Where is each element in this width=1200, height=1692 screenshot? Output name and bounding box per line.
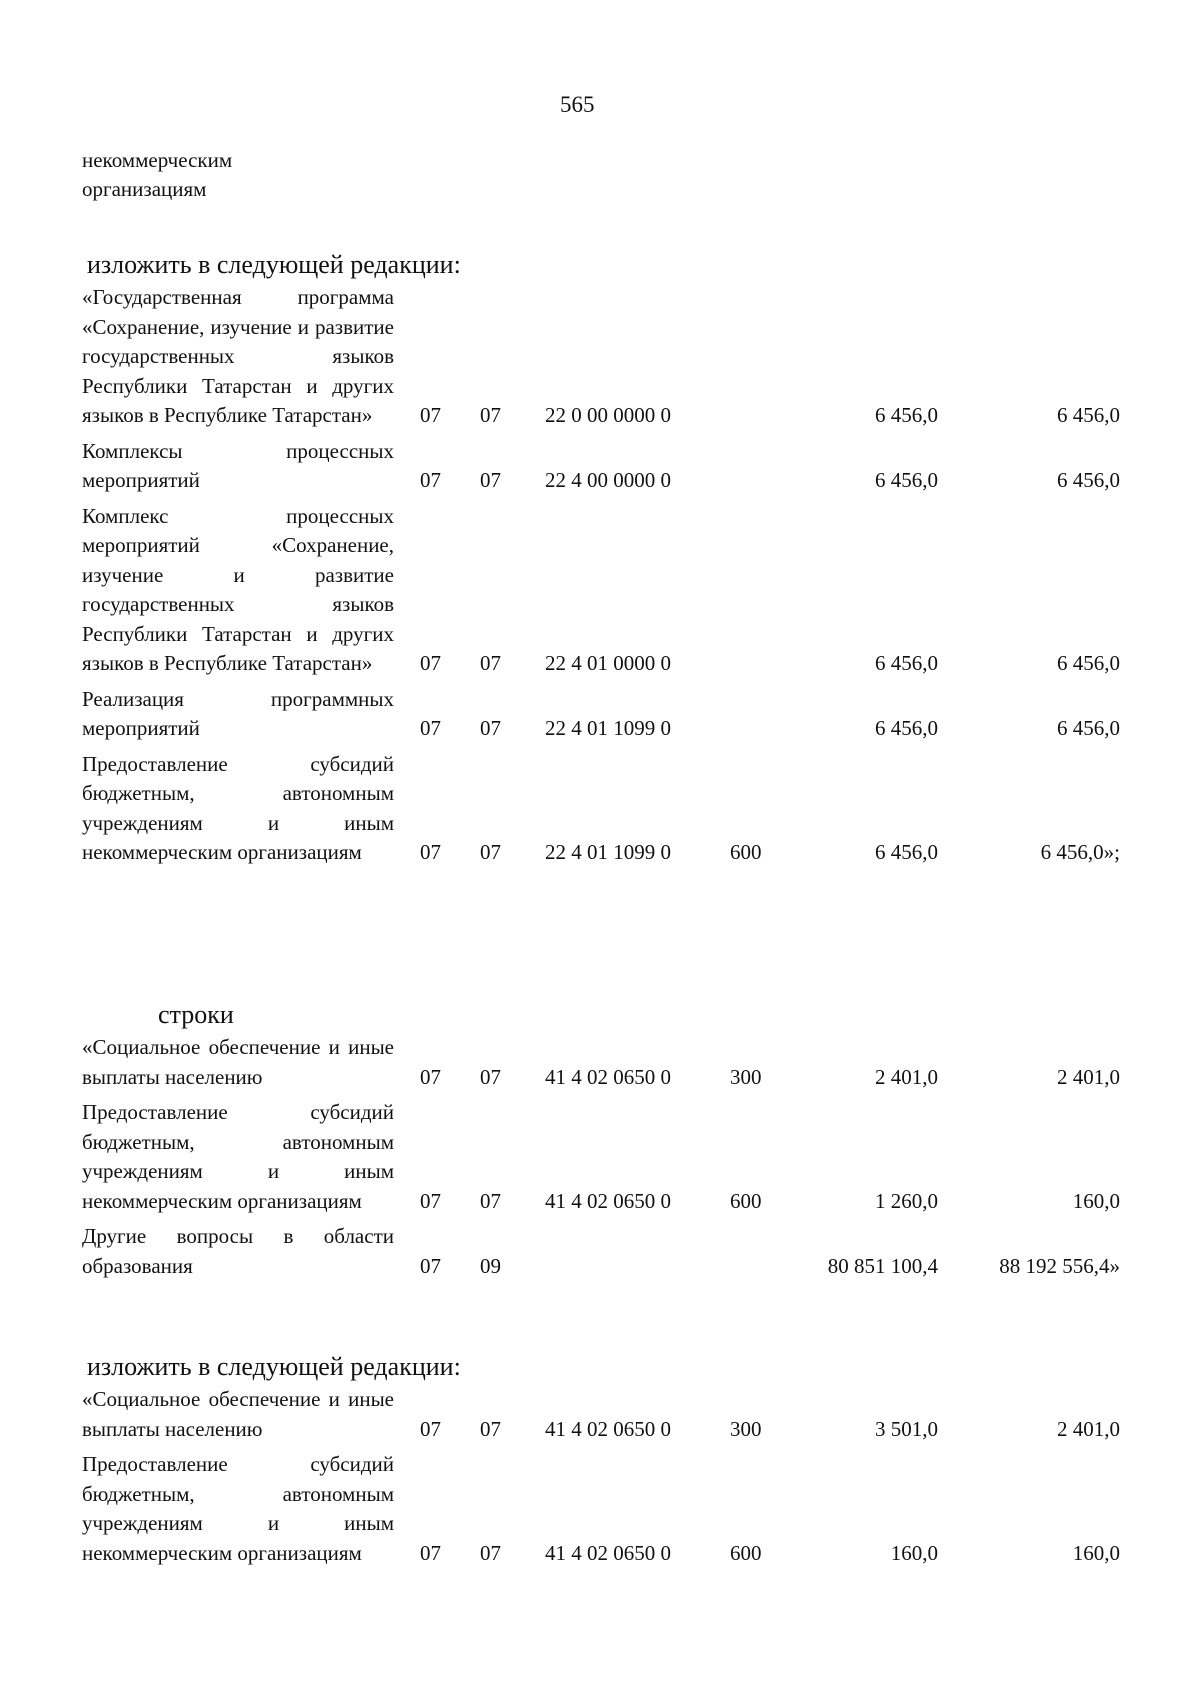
cell-sum-2: 6 456,0 xyxy=(1057,651,1120,675)
cell-sum-2: 88 192 556,4» xyxy=(999,1253,1120,1278)
cell-rz: 07 xyxy=(420,1416,441,1441)
cell-rz: 07 xyxy=(420,651,441,675)
fragment-line: организациям xyxy=(82,177,207,201)
cell-csr: 22 4 01 1099 0 xyxy=(545,840,671,864)
cell-pr: 07 xyxy=(480,1540,501,1565)
table-row xyxy=(0,437,1200,496)
table-row xyxy=(0,1098,1200,1216)
cell-rz: 07 xyxy=(420,1188,441,1213)
section1-heading: изложить в следующей редакции: xyxy=(87,250,461,279)
cell-vr: 300 xyxy=(730,1416,762,1441)
cell-pr: 07 xyxy=(480,840,501,864)
cell-sum-2: 6 456,0 xyxy=(1057,716,1120,740)
cell-csr: 41 4 02 0650 0 xyxy=(545,1188,671,1213)
cell-rz: 07 xyxy=(420,1253,441,1278)
fragment-top xyxy=(82,146,232,204)
table-row xyxy=(0,750,1200,868)
cell-sum-2: 6 456,0»; xyxy=(1040,840,1120,864)
cell-sum-2: 160,0 xyxy=(1072,1540,1120,1565)
cell-sum-1: 6 456,0 xyxy=(875,651,938,675)
cell-csr: 22 0 00 0000 0 xyxy=(545,403,671,427)
cell-pr: 07 xyxy=(480,651,501,675)
cell-rz: 07 xyxy=(420,716,441,740)
cell-sum-1: 1 260,0 xyxy=(875,1188,938,1213)
cell-vr: 600 xyxy=(730,840,762,864)
section1-table xyxy=(0,283,1200,868)
fragment-line: некоммерческим xyxy=(82,148,233,172)
page-number: 565 xyxy=(560,92,595,117)
cell-pr: 09 xyxy=(480,1253,501,1278)
table-row xyxy=(0,1033,1200,1092)
row-name: Другие вопросы в области образования xyxy=(82,1224,394,1278)
cell-rz: 07 xyxy=(420,1540,441,1565)
row-name: Комплексы процессных мероприятий xyxy=(82,438,394,492)
cell-sum-2: 2 401,0 xyxy=(1057,1416,1120,1441)
row-name: «Социальное обеспечение и иные выплаты населению xyxy=(82,1035,394,1089)
cell-csr: 41 4 02 0650 0 xyxy=(545,1540,671,1565)
cell-pr: 07 xyxy=(480,468,501,492)
cell-sum-2: 6 456,0 xyxy=(1057,468,1120,492)
row-name: Комплекс процессных мероприятий «Сохранение, изучение и развитие государственных языков Республики Татарстан и других языков в Республике Татарстан» xyxy=(82,503,394,675)
cell-csr: 22 4 01 0000 0 xyxy=(545,651,671,675)
cell-sum-1: 6 456,0 xyxy=(875,716,938,740)
table-row xyxy=(0,1222,1200,1281)
section2-table xyxy=(0,1033,1200,1281)
row-name: Предоставление субсидий бюджетным, автономным учреждениям и иным некоммерческим организациям xyxy=(82,1100,394,1213)
cell-sum-1: 80 851 100,4 xyxy=(827,1253,938,1278)
table-row xyxy=(0,502,1200,679)
cell-csr: 41 4 02 0650 0 xyxy=(545,1416,671,1441)
cell-sum-2: 6 456,0 xyxy=(1057,403,1120,427)
cell-pr: 07 xyxy=(480,1416,501,1441)
cell-vr: 300 xyxy=(730,1064,762,1089)
cell-vr: 600 xyxy=(730,1188,762,1213)
cell-rz: 07 xyxy=(420,1064,441,1089)
cell-pr: 07 xyxy=(480,1064,501,1089)
cell-csr: 22 4 01 1099 0 xyxy=(545,716,671,740)
cell-sum-1: 160,0 xyxy=(890,1540,938,1565)
cell-sum-1: 6 456,0 xyxy=(875,840,938,864)
row-name: Реализация программных мероприятий xyxy=(82,686,394,740)
cell-sum-2: 160,0 xyxy=(1072,1188,1120,1213)
row-name: «Социальное обеспечение и иные выплаты населению xyxy=(82,1387,394,1441)
section2-heading: строки xyxy=(158,1000,234,1029)
cell-pr: 07 xyxy=(480,403,501,427)
cell-sum-1: 2 401,0 xyxy=(875,1064,938,1089)
table-row xyxy=(0,1385,1200,1444)
cell-rz: 07 xyxy=(420,840,441,864)
cell-vr: 600 xyxy=(730,1540,762,1565)
cell-pr: 07 xyxy=(480,1188,501,1213)
cell-csr: 22 4 00 0000 0 xyxy=(545,468,671,492)
table-row xyxy=(0,1450,1200,1568)
cell-rz: 07 xyxy=(420,403,441,427)
cell-sum-1: 3 501,0 xyxy=(875,1416,938,1441)
section3-table xyxy=(0,1385,1200,1568)
cell-pr: 07 xyxy=(480,716,501,740)
cell-sum-2: 2 401,0 xyxy=(1057,1064,1120,1089)
cell-csr: 41 4 02 0650 0 xyxy=(545,1064,671,1089)
row-name: Предоставление субсидий бюджетным, автономным учреждениям и иным некоммерческим организациям xyxy=(82,1452,394,1565)
cell-sum-1: 6 456,0 xyxy=(875,468,938,492)
row-name: Предоставление субсидий бюджетным, автономным учреждениям и иным некоммерческим организациям xyxy=(82,751,394,864)
cell-sum-1: 6 456,0 xyxy=(875,403,938,427)
table-row xyxy=(0,685,1200,744)
cell-rz: 07 xyxy=(420,468,441,492)
row-name: «Государственная программа «Сохранение, изучение и развитие государственных языков Республики Татарстан и других языков в Республике Татарстан» xyxy=(82,285,394,427)
section3-heading: изложить в следующей редакции: xyxy=(87,1352,461,1381)
table-row xyxy=(0,283,1200,431)
